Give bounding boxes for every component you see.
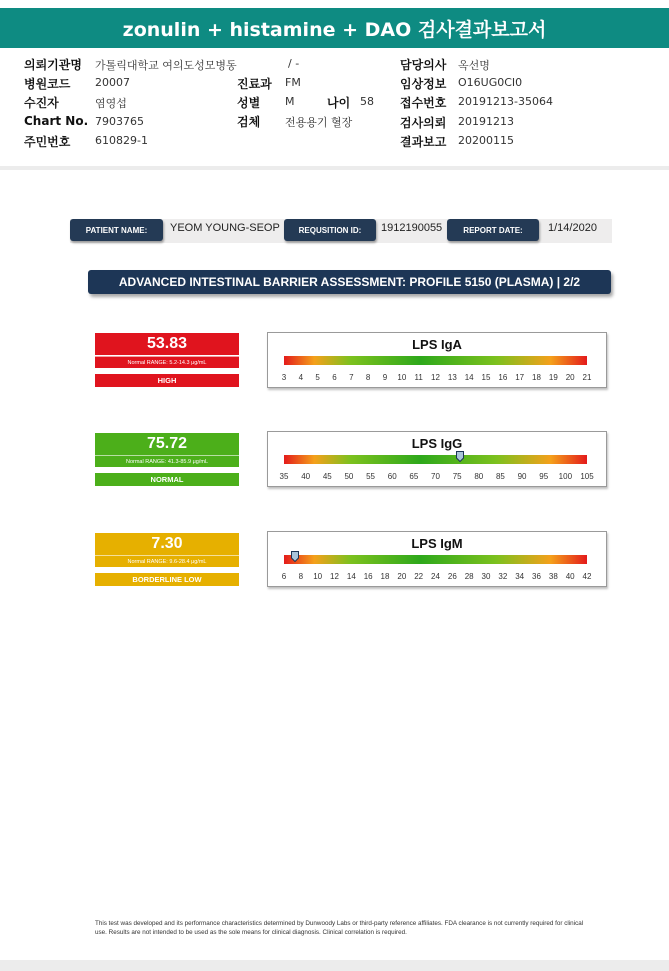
recipient-value: 염영섭 <box>95 97 127 110</box>
normal-range: Normal RANGE: 41.3-85.9 μg/mL <box>95 455 239 467</box>
request-value: 20191213 <box>458 115 514 128</box>
hospital-code-value: 20007 <box>95 76 130 89</box>
tick-label: 32 <box>498 572 508 581</box>
tick-label: 18 <box>380 572 390 581</box>
report-date-tag-value: 1/14/2020 <box>548 222 597 234</box>
tick-label: 22 <box>414 572 424 581</box>
receipt-no-label: 접수번호 <box>400 96 447 110</box>
result-value: 7.30 <box>95 533 239 555</box>
requisition-id-label: REQUSITION ID: <box>284 219 376 241</box>
age-value: 58 <box>360 95 374 108</box>
patient-name-label: PATIENT NAME: <box>70 219 163 241</box>
tick-label: 70 <box>431 472 440 481</box>
chart-title: LPS IgG <box>411 436 463 451</box>
tick-label: 6 <box>281 572 287 581</box>
sex-label: 성별 <box>237 96 261 110</box>
chart-no-value: 7903765 <box>95 115 144 128</box>
tick-label: 24 <box>431 572 440 581</box>
tick-label: 28 <box>464 572 474 581</box>
clinical-info-value: O16UG0CI0 <box>458 76 523 89</box>
hospital-code-label: 병원코드 <box>24 77 71 91</box>
institution-value: 가톨릭대학교 여의도성모병동 <box>95 59 237 72</box>
tick-label: 105 <box>580 472 594 481</box>
tick-label: 10 <box>313 572 323 581</box>
tick-label: 4 <box>298 373 304 382</box>
doctor-value: 옥선명 <box>458 59 490 72</box>
report-title: zonulin + histamine + DAO 검사결과보고서 <box>0 8 669 48</box>
tick-label: 13 <box>447 373 457 382</box>
clinical-info-label: 임상정보 <box>400 77 447 91</box>
tick-label: 60 <box>387 472 397 481</box>
tick-label: 50 <box>344 472 354 481</box>
status-badge: HIGH <box>95 374 239 387</box>
tick-label: 17 <box>515 373 525 382</box>
tick-label: 16 <box>498 373 508 382</box>
gauge-bar <box>284 356 587 365</box>
report-header <box>0 48 669 166</box>
chart-no-label: Chart No. <box>24 114 89 128</box>
tick-labels <box>268 373 606 385</box>
tick-labels <box>268 472 606 484</box>
tick-label: 11 <box>414 373 423 382</box>
value-marker <box>291 551 299 562</box>
tick-label: 12 <box>431 373 440 382</box>
ward-value: / - <box>288 57 300 70</box>
result-value: 75.72 <box>95 433 239 455</box>
tick-label: 42 <box>582 572 592 581</box>
specimen-value: 전용용기 혈장 <box>285 116 353 129</box>
tick-label: 3 <box>281 373 287 382</box>
dept-label: 진료과 <box>237 77 272 91</box>
request-label: 검사의뢰 <box>400 116 447 130</box>
tick-label: 38 <box>548 572 558 581</box>
disclaimer: This test was developed and its performance characteristics determined by Dunwoody Labs or third-party reference affiliates. FDA clearance is not currently required for clinical use. Results are not intended to be used as the sole means for clinical diagnosis. Clinical correlation is required. <box>95 920 584 936</box>
status-badge: BORDERLINE LOW <box>95 573 239 586</box>
gauge-bar <box>284 455 587 464</box>
tick-label: 18 <box>532 373 541 382</box>
gauge-chart <box>267 431 607 487</box>
tick-label: 15 <box>481 373 491 382</box>
requisition-id-value: 1912190055 <box>381 222 443 234</box>
tick-label: 12 <box>330 572 339 581</box>
tick-label: 20 <box>565 373 575 382</box>
tick-label: 16 <box>363 572 373 581</box>
normal-range: Normal RANGE: 9.6-28.4 μg/mL <box>95 555 239 567</box>
patient-name-value: YEOM YOUNG-SEOP <box>170 222 280 234</box>
sex-value: M <box>285 95 295 108</box>
chart-title: LPS IgA <box>412 337 462 352</box>
tick-label: 34 <box>515 572 525 581</box>
tick-label: 75 <box>452 472 462 481</box>
patient-info-bar <box>70 219 612 243</box>
tick-label: 26 <box>447 572 457 581</box>
specimen-label: 검체 <box>237 115 261 129</box>
tick-label: 10 <box>397 373 407 382</box>
tick-label: 8 <box>298 572 304 581</box>
normal-range: Normal RANGE: 5.2-14.3 μg/mL <box>95 356 239 368</box>
report-date-value: 20200115 <box>458 134 514 147</box>
tick-label: 80 <box>474 472 484 481</box>
value-marker <box>456 451 464 462</box>
tick-label: 7 <box>349 373 354 382</box>
tick-label: 45 <box>322 472 332 481</box>
gauge-bar <box>284 555 587 564</box>
chart-title: LPS IgM <box>411 536 463 551</box>
recipient-label: 수진자 <box>24 96 59 110</box>
report-date-tag: REPORT DATE: <box>447 219 539 241</box>
page-bottom <box>0 960 669 971</box>
report-date-label: 결과보고 <box>400 135 447 149</box>
institution-label: 의뢰기관명 <box>24 58 82 72</box>
tick-label: 65 <box>409 472 419 481</box>
tick-label: 14 <box>464 373 474 382</box>
tick-label: 21 <box>582 373 592 382</box>
gauge-chart <box>267 531 607 587</box>
tick-label: 36 <box>532 572 541 581</box>
tick-label: 85 <box>495 472 505 481</box>
tick-label: 35 <box>279 472 289 481</box>
tick-label: 90 <box>517 472 527 481</box>
header-divider <box>0 166 669 170</box>
doctor-label: 담당의사 <box>400 58 447 72</box>
age-label: 나이 <box>327 96 351 110</box>
tick-label: 6 <box>332 373 337 382</box>
tick-label: 55 <box>366 472 376 481</box>
tick-label: 40 <box>301 472 311 481</box>
tick-label: 14 <box>346 572 356 581</box>
resident-no-label: 주민번호 <box>24 135 71 149</box>
resident-no-value: 610829-1 <box>95 134 148 147</box>
tick-label: 100 <box>558 472 573 481</box>
gauge-chart <box>267 332 607 388</box>
result-value: 53.83 <box>95 333 239 355</box>
dept-value: FM <box>285 76 301 89</box>
receipt-no-value: 20191213-35064 <box>458 95 553 108</box>
tick-label: 30 <box>481 572 491 581</box>
tick-label: 5 <box>315 373 320 382</box>
tick-label: 8 <box>365 373 371 382</box>
tick-label: 9 <box>382 373 388 382</box>
tick-label: 40 <box>565 572 575 581</box>
assessment-banner: ADVANCED INTESTINAL BARRIER ASSESSMENT: PROFILE 5150 (PLASMA) | 2/2 <box>88 270 611 294</box>
tick-label: 20 <box>397 572 407 581</box>
tick-labels <box>268 572 606 584</box>
status-badge: NORMAL <box>95 473 239 486</box>
tick-label: 19 <box>548 373 558 382</box>
tick-label: 95 <box>539 472 549 481</box>
